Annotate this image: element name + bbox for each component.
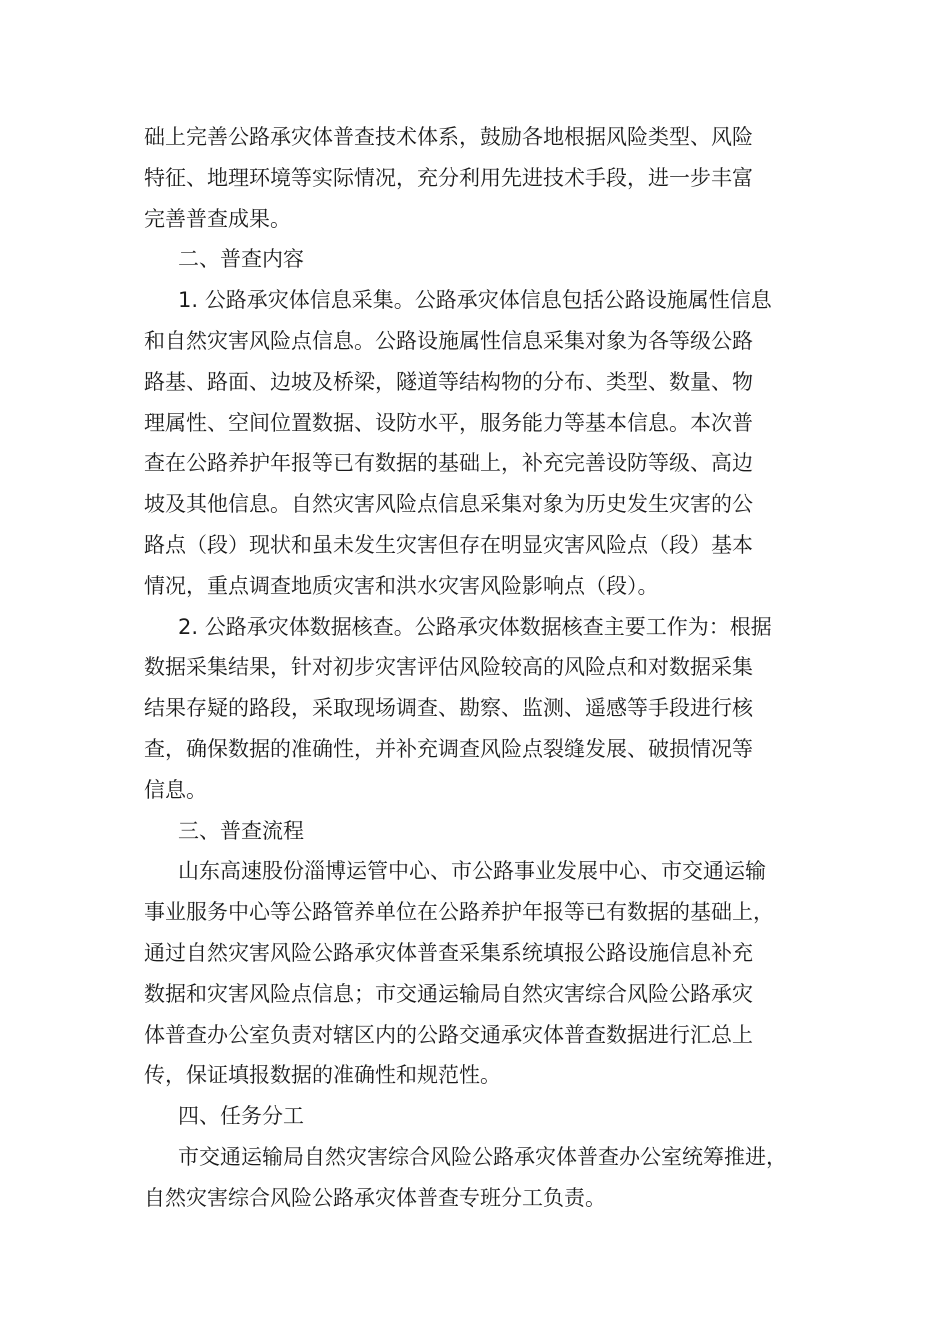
section-heading-tasks: 四、任务分工	[178, 1104, 304, 1129]
text-line: 特征、地理环境等实际情况，充分利用先进技术手段，进一步丰富	[144, 165, 753, 190]
text-line: 1. 公路承灾体信息采集。公路承灾体信息包括公路设施属性信息	[178, 288, 772, 313]
text-line: 结果存疑的路段，采取现场调查、勘察、监测、遥感等手段进行核	[144, 696, 753, 721]
section-4-paragraph	[144, 1137, 816, 1219]
text-line: 传，保证填报数据的准确性和规范性。	[144, 1063, 501, 1088]
document-body	[144, 117, 816, 1219]
text-line: 信息。	[144, 777, 207, 802]
text-line: 完善普查成果。	[144, 206, 291, 231]
item-1-paragraph	[144, 280, 816, 606]
text-line: 2. 公路承灾体数据核查。公路承灾体数据核查主要工作为：根据	[178, 614, 772, 639]
text-line: 坡及其他信息。自然灾害风险点信息采集对象为历史发生灾害的公	[144, 492, 753, 517]
text-line: 数据采集结果，针对初步灾害评估风险较高的风险点和对数据采集	[144, 655, 753, 680]
item-2-paragraph	[144, 607, 816, 811]
text-line: 自然灾害综合风险公路承灾体普查专班分工负责。	[144, 1185, 606, 1210]
section-heading-process: 三、普查流程	[178, 818, 304, 843]
text-line: 路点（段）现状和虽未发生灾害但存在明显灾害风险点（段）基本	[144, 532, 753, 557]
text-line: 体普查办公室负责对辖区内的公路交通承灾体普查数据进行汇总上	[144, 1022, 753, 1047]
text-line: 数据和灾害风险点信息；市交通运输局自然灾害综合风险公路承灾	[144, 981, 753, 1006]
text-line: 础上完善公路承灾体普查技术体系，鼓励各地根据风险类型、风险	[144, 125, 753, 149]
text-line: 查在公路养护年报等已有数据的基础上，补充完善设防等级、高边	[144, 451, 753, 476]
text-line: 事业服务中心等公路管养单位在公路养护年报等已有数据的基础上，	[144, 900, 774, 925]
text-line: 查，确保数据的准确性，并补充调查风险点裂缝发展、破损情况等	[144, 736, 753, 761]
section-3-paragraph	[144, 851, 816, 1096]
text-line: 通过自然灾害风险公路承灾体普查采集系统填报公路设施信息补充	[144, 940, 753, 965]
intro-paragraph	[144, 117, 816, 239]
text-line: 市交通运输局自然灾害综合风险公路承灾体普查办公室统筹推进，	[178, 1144, 787, 1169]
text-line: 理属性、空间位置数据、设防水平，服务能力等基本信息。本次普	[144, 410, 753, 435]
text-line: 山东高速股份淄博运管中心、市公路事业发展中心、市交通运输	[178, 859, 766, 884]
text-line: 情况，重点调查地质灾害和洪水灾害风险影响点（段）。	[144, 573, 659, 598]
text-line: 和自然灾害风险点信息。公路设施属性信息采集对象为各等级公路	[144, 328, 753, 353]
section-heading-content: 二、普查内容	[178, 247, 304, 272]
text-line: 路基、路面、边坡及桥梁，隧道等结构物的分布、类型、数量、物	[144, 369, 753, 394]
